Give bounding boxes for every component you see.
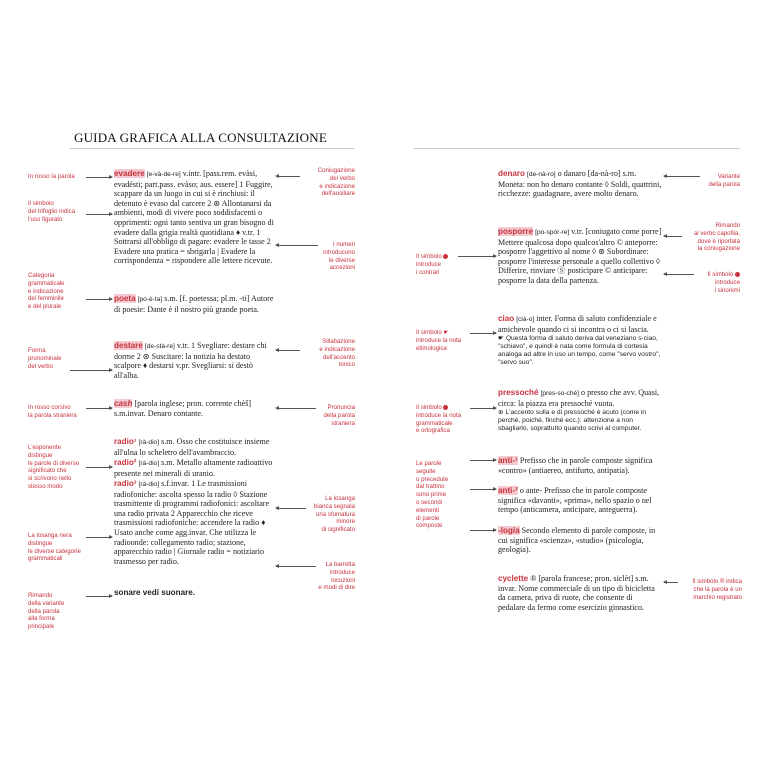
note-variante: Variante della parola — [708, 173, 740, 188]
entry-denaro: denaro [de-nà-ro] o danaro [da-nà-ro] s.m. Moneta: non ho denaro contante ◊ Soldi, quattrini, ricchezze: guadagnare, avere molto denaro. — [498, 169, 662, 199]
note-pronuncia: Pronuncia della parola straniera — [323, 404, 355, 427]
leader-categoria — [86, 299, 112, 300]
note-grammaticale: Il simbolo introduce la nota grammaticale e ortografica — [416, 404, 462, 435]
entry-anti2 — [498, 486, 662, 515]
leader-rimando-variante — [86, 596, 112, 597]
entry-evadere: evadere [e-và-de-re] v.intr. [pass.rem. evàsi, evadésti; part.pass. evàso; aus. essere] 1 Fuggire, scappare da un luogo in cui si è rinchiusi: il detenuto è evaso dal carcere 2 ⊛ Allontanarsi da ambienti, modi di vivere poco soddisfacenti o opprimenti: ogni tanto sentiva un gran bisogno di evadere dalla grigia realtà quotidiana ♦ v.tr. 1 Sottrarsi all'obbligo di pagare: evadere le tasse 2 Evadere una pratica = sbrigarla | Evadere la corrispondenza = rispondere alle lettere ricevute. — [114, 169, 274, 266]
headword: cyclette — [498, 574, 529, 583]
entry-posporre: posporre [po-spór-re] v.tr. [coniugato come porre] Mettere qualcosa dopo qualcos'altro © anteporre: posporre l'aggettivo al nome ◊ ⊛ Subordinare: posporre l'interesse personale a quello collettivo ◊ Differire, rinviare Ⓢ posticipare © anticipare: posporre la data della partenza. — [498, 227, 662, 285]
entry-sonare — [114, 588, 274, 598]
note-numeri: I numeri introducono le diverse accezioni — [323, 241, 355, 272]
definition: s.m. [f. poetessa; pl.m. -ti] Autore di poesie: Dante è il nostro più grande poeta. — [114, 294, 274, 314]
leader-contrari — [458, 256, 496, 257]
definition: Secondo elemento di parole composte, in cui significa «scienza», «studio» (psicologia, geologia). — [498, 526, 656, 555]
leader-headword-red — [86, 177, 112, 178]
definition: v.intr. [pass.rem. evàsi, evadésti; part.pass. evàso; aus. essere] 1 Fuggire, scappare da un luogo in cui si è rinchiusi: il detenuto è evaso dal carcere 2 ⊛ Allontanarsi da ambienti, modi di vivere poco soddisfacenti o opprimenti: ogni tanto sentiva un gran bisogno di evadere dalla grigia realtà quotidiana ♦ v.tr. 1 Sottrarsi all'obbligo di pagare: evadere le tasse 2 Evadere una pratica = sbrigarla | Evadere la corrispondenza = rispondere alle lettere ricevute. — [114, 169, 274, 266]
note-sillabazione: Sillabazione e indicazione dell'accento tonico — [319, 338, 355, 369]
headword: anti-² — [498, 486, 518, 495]
definition: sonare vedi suonare. — [114, 588, 195, 597]
note-rimando-variante: Rimando della variante della parola alla forma principale — [28, 592, 65, 631]
grammar-note: ⊕ L'accento sulla e di pressoché è acuto (come in perché, poiché, finché ecc.): attenzione a non sbagliarlo, soprattutto quando scrivi al computer. — [498, 409, 647, 433]
definition: o ante- Prefisso che in parole composte significa «davanti», «prima», nello spazio o nel tempo (anticamera, anticipare, anteguerra). — [498, 486, 652, 515]
note-losanga-bianca: La losanga bianca segnala una sfumatura minore di significato — [314, 495, 355, 534]
definition: o presso che avv. Quasi, circa: la piazza era pressoché vuota. — [498, 388, 660, 408]
headword: anti-¹ — [498, 456, 518, 465]
leader-marchio — [664, 582, 678, 583]
leader-losanga-bianca — [276, 508, 306, 509]
definition: v.tr. 1 Svegliare: destare chi dorme 2 ⊛ Suscitare: la notizia ha destato scalpore ♦ destarsi v.pr. Svegliarsi: si destò all'alba. — [114, 341, 267, 380]
definition: o danaro [da-nà-ro] s.m. Moneta: non ho denaro contante ◊ Soldi, quattrini, ricchezze: guadagnare, avere molto denaro. — [498, 169, 662, 199]
leader-sinonimi — [664, 274, 694, 275]
headword: ciao — [498, 314, 515, 323]
leader-trifoglio — [86, 214, 112, 215]
definition: ® [parola francese; pron. siclèt] s.m. invar. Nome commerciale di un tipo di bicicletta da camera, priva di ruote, che consente di pedalare da fermo come esercizio ginnastico. — [498, 574, 655, 612]
headword: -logia — [498, 526, 520, 535]
entry-pressoche: pressoché [pres-so-ché] o presso che avv. Quasi, circa: la piazza era pressoché vuota. ⊕ L'accento sulla e di pressoché è acuto (come in perché, poiché, finché ecc.): attenzione a non sbagliarlo, soprattutto quando scrivi al computer. — [498, 388, 662, 433]
note-categoria: Categoria grammaticale e indicazione del femminile e del plurale — [28, 272, 65, 311]
note-contrari: Il simbolo introduce i contrari — [416, 253, 476, 276]
note-rimando-capofila: Rimando al verbo capofila, dove è riportata la coniugazione — [693, 222, 740, 253]
definition: v.tr. [coniugato come porre] Mettere qualcosa dopo qualcos'altro © anteporre: posporre l'aggettivo al nome ◊ ⊛ Subordinare: posporre l'interesse personale a quello collettivo ◊ Differire, rinviare Ⓢ posticipare © anticipare: posporre la data della partenza. — [498, 227, 662, 285]
leader-variante — [664, 176, 700, 177]
note-trattino: Le parole seguite o precedute dal trattino sono prime o secondi elementi di parole composte — [416, 460, 449, 530]
note-marchio: Il simbolo ® indica che la parola è un marchio registrato — [692, 578, 742, 601]
leader-forma-pronominale — [70, 370, 112, 371]
headword: posporre — [498, 227, 534, 236]
headword: cash — [114, 399, 133, 408]
leader-grammaticale — [470, 408, 496, 409]
note-headword-red: In rosso la parola — [28, 173, 75, 180]
leader-trattino-1 — [470, 460, 496, 461]
note-esponente: L'esponente distingue le parole di diverso significato che si scrivono nello stesso modo — [28, 444, 80, 490]
note-forma-pronominale: Forma pronominale del verbo — [28, 347, 62, 370]
headword: radio¹ — [114, 437, 137, 446]
leader-pronuncia — [276, 408, 316, 409]
leader-rosso-corsivo — [86, 408, 112, 409]
leader-numeri — [276, 245, 318, 246]
definition: s.m. Osso che costituisce insieme all'ulna lo scheletro dell'avambraccio. — [114, 437, 270, 457]
leader-sillabazione — [276, 350, 300, 351]
entry-anti1 — [498, 456, 662, 475]
note-sinonimi: Il simbolo introduce i sinonimi — [707, 271, 740, 294]
title-rule-left — [70, 148, 354, 149]
definition: s.m. Metallo altamente radioattivo presente nei minerali di uranio. — [114, 458, 273, 478]
headword: poeta — [114, 294, 136, 303]
page-title: GUIDA GRAFICA ALLA CONSULTAZIONE — [74, 130, 327, 145]
leader-trattino-2 — [470, 489, 496, 490]
entry-cash — [114, 399, 274, 418]
note-trifoglio: Il simbolo del trifoglio indica l'uso figurato — [28, 200, 76, 223]
entry-destare: destare [de-stà-re] v.tr. 1 Svegliare: destare chi dorme 2 ⊛ Suscitare: la notizia ha destato scalpore ♦ destarsi v.pr. Svegliarsi: si destò all'alba. — [114, 341, 267, 380]
leader-losanga-nera — [86, 537, 112, 538]
entry-logia — [498, 526, 662, 555]
headword: radio³ — [114, 479, 137, 488]
note-etimologica: Il simbolo ☛ introduce la nota etimologica — [416, 329, 462, 352]
title-rule-right — [414, 148, 740, 149]
note-coniugazione: Coniugazione del verbo e indicazione dell'ausiliare — [317, 167, 355, 198]
entry-radio2: radio² [rà-dio] s.m. Metallo altamente radioattivo presente nei minerali di uranio. — [114, 458, 273, 478]
leader-coniugazione — [276, 176, 300, 177]
entry-poeta: poeta [po-è-ta] s.m. [f. poetessa; pl.m. -ti] Autore di poesie: Dante è il nostro più grande poeta. — [114, 294, 274, 314]
entry-ciao: ciao [cià-o] inter. Forma di saluto confidenziale e amichevole quando ci si incontra o ci si lascia. ☛ Questa forma di saluto deriva dal veneziano s-ciao, "schiavo", e quindi è nata come formula di cortesia analoga ad altre in uso un tempo, come "servo vostro", "servo suo". — [498, 314, 661, 367]
definition: inter. Forma di saluto confidenziale e amichevole quando ci si incontra o ci si lascia. — [498, 314, 657, 334]
headword: destare — [114, 341, 143, 350]
note-losanga-nera: La losanga nera distingue le diverse categorie grammaticali — [28, 532, 81, 563]
leader-rimando-capofila — [664, 236, 682, 237]
entry-radio3: radio³ [rà-dio] s.f.invar. 1 Le trasmissioni radiofoniche: ascolta spesso la radio ◊ Stazione trasmittente di programmi radiofonici: ascoltare una radio privata 2 Apparecchio che riceve trasmissioni radiofoniche: accendere la radio ♦ Usato anche come agg.invar. Che utilizza le radioonde: collegamento radio; stazione, apparecchio radio | Giornale radio = notiziario trasmesso per radio. — [114, 479, 270, 566]
entry-radio1: radio¹ [rà-dio] s.m. Osso che costituisce insieme all'ulna lo scheletro dell'avambraccio. — [114, 437, 270, 457]
definition: Prefisso che in parole composte significa «contro» (antiaereo, antifurto, antipatia). — [498, 456, 653, 475]
leader-trattino-3 — [470, 530, 496, 531]
etymology-note: ☛ Questa forma di saluto deriva dal veneziano s-ciao, "schiavo", e quindi è nata come formula di cortesia analoga ad altre in uso un tempo, come "servo vostro", "servo suo". — [498, 335, 661, 367]
note-barretta: La barretta introduce locuzioni e modi di dire — [318, 561, 355, 592]
entry-cyclette — [498, 574, 662, 612]
definition: s.f.invar. 1 Le trasmissioni radiofoniche: ascolta spesso la radio ◊ Stazione trasmittente di programmi radiofonici: ascoltare una radio privata 2 Apparecchio che riceve trasmissioni radiofoniche: accendere la radio ♦ Usato anche come agg.invar. Che utilizza le radioonde: collegamento radio; stazione, apparecchio radio | Giornale radio = notiziario trasmesso per radio. — [114, 479, 270, 566]
headword: evadere — [114, 169, 145, 178]
leader-esponente — [86, 467, 112, 468]
leader-barretta — [276, 566, 316, 567]
definition: [parola inglese; pron. corrente chèš] s.m.invar. Denaro contante. — [114, 399, 252, 418]
headword: denaro — [498, 169, 525, 178]
headword: pressoché — [498, 388, 539, 397]
leader-etimologica — [470, 333, 496, 334]
headword: radio² — [114, 458, 137, 467]
note-rosso-corsivo: In rosso corsivo la parola straniera — [28, 404, 77, 419]
